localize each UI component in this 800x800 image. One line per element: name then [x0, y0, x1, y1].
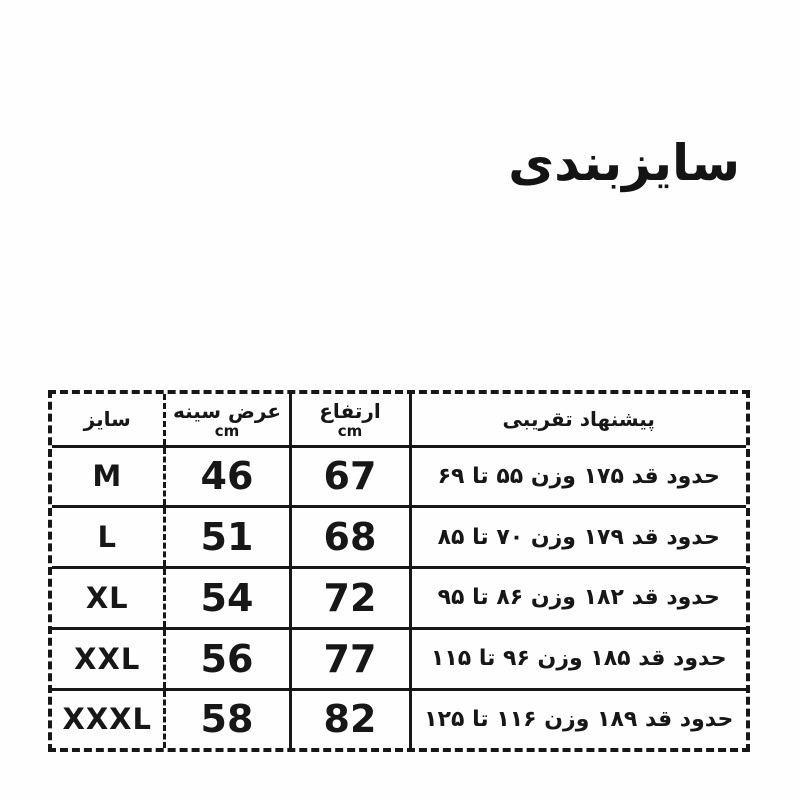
size-value: XXXL: [52, 689, 164, 748]
size-row: [52, 628, 746, 689]
height-value: 67: [290, 446, 410, 507]
suggestion-text: حدود قد ۱۷۵ وزن ۵۵ تا ۶۹: [410, 446, 746, 507]
chest-width-value: 56: [164, 628, 290, 689]
header-suggestion: [410, 394, 746, 446]
size-row: [52, 689, 746, 748]
size-table-body: [52, 446, 746, 748]
size-table-grid: [52, 394, 746, 748]
size-value: M: [52, 446, 164, 507]
chest-width-value: 58: [164, 689, 290, 748]
height-value: 77: [290, 628, 410, 689]
page-title: سایزبندی: [508, 134, 740, 192]
header-size: [52, 394, 164, 446]
chest-width-value: 46: [164, 446, 290, 507]
size-value: XXL: [52, 628, 164, 689]
header-suggestion-label: پیشنهاد تقریبی: [502, 406, 655, 431]
table-header-row: [52, 394, 746, 446]
size-row: [52, 568, 746, 629]
header-size-label: سایز: [83, 406, 131, 431]
header-chest-width-unit: cm: [214, 421, 240, 440]
height-value: 82: [290, 689, 410, 748]
size-value: XL: [52, 568, 164, 629]
header-height-label: ارتفاع: [319, 398, 381, 423]
suggestion-text: حدود قد ۱۸۹ وزن ۱۱۶ تا ۱۲۵: [410, 689, 746, 748]
size-row: [52, 507, 746, 568]
height-value: 68: [290, 507, 410, 568]
suggestion-text: حدود قد ۱۸۲ وزن ۸۶ تا ۹۵: [410, 568, 746, 629]
header-chest-width-label: عرض سینه: [172, 398, 282, 423]
size-row: [52, 446, 746, 507]
header-height: [290, 394, 410, 446]
size-table: [48, 390, 750, 752]
chest-width-value: 54: [164, 568, 290, 629]
chest-width-value: 51: [164, 507, 290, 568]
suggestion-text: حدود قد ۱۸۵ وزن ۹۶ تا ۱۱۵: [410, 628, 746, 689]
size-value: L: [52, 507, 164, 568]
suggestion-text: حدود قد ۱۷۹ وزن ۷۰ تا ۸۵: [410, 507, 746, 568]
header-chest-width: [164, 394, 290, 446]
header-height-unit: cm: [337, 421, 363, 440]
height-value: 72: [290, 568, 410, 629]
